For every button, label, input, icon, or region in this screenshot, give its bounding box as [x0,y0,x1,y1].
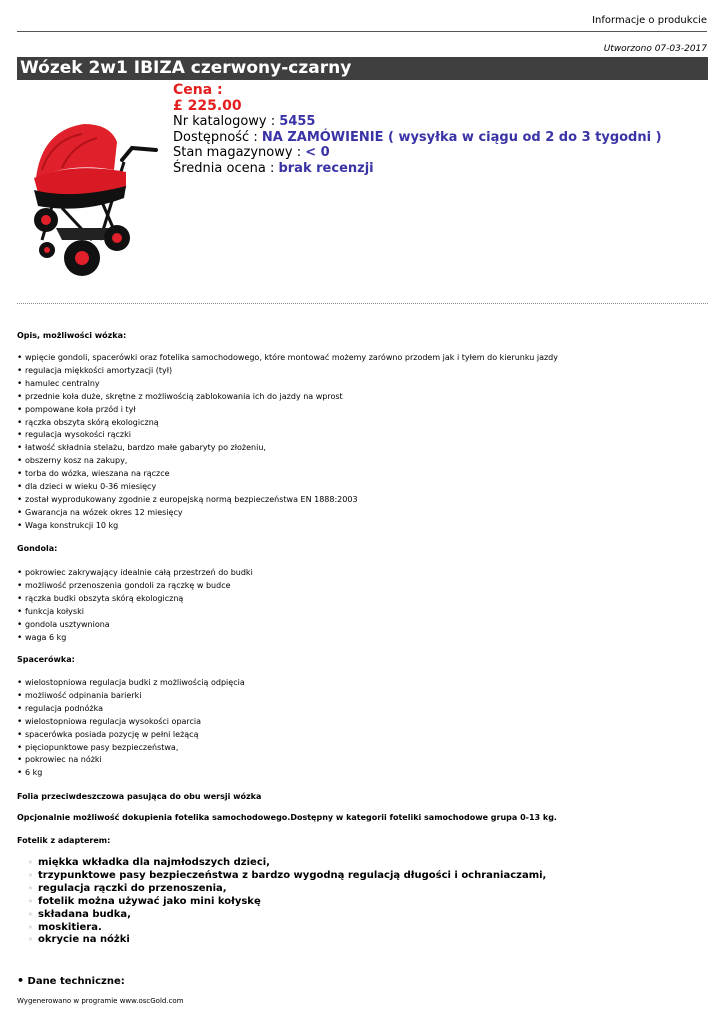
list-item: ◦ okrycie na nóżki [17,934,546,947]
list-item: • wpięcie gondoli, spacerówki oraz fotelika samochodowego, które montować możemy zarówno przodem jak i tyłem do kierunku jazdy [17,352,558,365]
divider [17,303,708,304]
tech-data-heading [17,974,125,987]
list-item: ◦ składana budka, [17,909,546,922]
list-item: ◦ miękka wkładka dla najmłodszych dzieci, [17,857,546,870]
list-item: • łatwość składnia stelażu, bardzo małe gabaryty po złożeniu, [17,442,558,455]
product-title: Wózek 2w1 IBIZA czerwony-czarny [17,57,708,80]
stock-label: Stan magazynowy : [173,145,302,160]
list-item: • pięciopunktowe pasy bezpieczeństwa, [17,742,245,755]
catalog-value: 5455 [279,114,316,129]
list-item: • pokrowiec na nóżki [17,754,245,767]
product-info [173,83,662,176]
catalog-row [173,114,662,130]
list-item: ◦ regulacja rączki do przenoszenia, [17,883,546,896]
list-item: • obszerny kosz na zakupy, [17,455,558,468]
gondola-title [17,544,57,553]
tech-data-label: Dane techniczne: [27,976,125,987]
gondola-title-text: Gondola: [17,544,58,553]
availability-value: NA ZAMÓWIENIE ( wysyłka w ciągu od 2 do 3 tygodni ) [261,129,662,145]
rating-row [173,161,662,177]
list-item: • waga 6 kg [17,632,253,645]
list-item: • pompowane koła przód i tył [17,404,558,417]
list-item: ◦ moskitiera. [17,922,546,935]
list-item: • możliwość przenoszenia gondoli za rączkę w budce [17,580,253,593]
list-item: • 6 kg [17,767,245,780]
created-date: Utworzono 07-03-2017 [603,44,707,54]
list-item: • hamulec centralny [17,378,558,391]
list-item: ◦ trzypunktowe pasy bezpieczeństwa z bardzo wygodną regulacją długości i ochraniaczami, [17,870,546,883]
list-item: ◦ fotelik można używać jako mini kołyskę [17,896,546,909]
car-seat-list [17,857,546,947]
list-item: • torba do wózka, wieszana na rączce [17,468,558,481]
desc-title-text: Opis, możliwości wózka: [17,331,127,340]
list-item: • gondola usztywniona [17,619,253,632]
list-item: • Gwarancja na wózek okres 12 miesięcy [17,507,558,520]
stroller-title [17,655,75,664]
list-item: • Waga konstrukcji 10 kg [17,520,558,533]
product-image [22,90,164,294]
list-item: • wielostopniowa regulacja budki z możliwością odpięcia [17,677,245,690]
availability-row [173,130,662,146]
catalog-label: Nr katalogowy : [173,114,276,129]
rating-label: Średnia ocena : [173,160,275,176]
list-item: • rączka budki obszyta skórą ekologiczną [17,593,253,606]
list-item: • został wyprodukowany zgodnie z europejską normą bezpieczeństwa EN 1888:2003 [17,494,558,507]
list-item: • możliwość odpinania barierki [17,690,245,703]
list-item: • regulacja wysokości rączki [17,429,558,442]
list-item: • rączka obszyta skórą ekologiczną [17,417,558,430]
stroller-list [17,677,245,780]
stroller-title-text: Spacerówka: [17,655,75,664]
header-label: Informacje o produkcie [592,15,707,26]
availability-label: Dostępność : [173,129,258,145]
list-item: • dla dzieci w wieku 0-36 miesięcy [17,481,558,494]
gondola-list [17,567,253,644]
bullet-icon: • [17,974,25,987]
foil-note: Folia przeciwdeszczowa pasująca do obu wersji wózka [17,792,262,801]
optional-note: Opcjonalnie możliwość dokupienia fotelika samochodowego.Dostępny w kategorii foteliki samochodowe grupa 0-13 kg. [17,813,557,822]
list-item: • wielostopniowa regulacja wysokości oparcia [17,716,245,729]
page-header [17,15,707,32]
list-item: • spacerówka posiada pozycję w pełni leżącą [17,729,245,742]
footer-note: Wygenerowano w programie www.oscGold.com [17,997,184,1005]
list-item: • regulacja miękkości amortyzacji (tył) [17,365,558,378]
price-value: £ 225.00 [173,97,242,114]
stock-value: < 0 [305,145,330,160]
list-item: • pokrowiec zakrywający idealnie całą przestrzeń do budki [17,567,253,580]
list-item: • funkcja kołyski [17,606,253,619]
desc-title [17,331,126,340]
list-item: • regulacja podnóżka [17,703,245,716]
car-seat-title [17,836,110,845]
car-seat-title-text: Fotelik z adapterem: [17,836,111,845]
rating-value: brak recenzji [278,160,374,176]
stock-row [173,145,662,161]
desc-list [17,352,558,533]
list-item: • przednie koła duże, skrętne z możliwością zablokowania ich do jazdy na wprost [17,391,558,404]
price-label: Cena : [173,82,223,98]
